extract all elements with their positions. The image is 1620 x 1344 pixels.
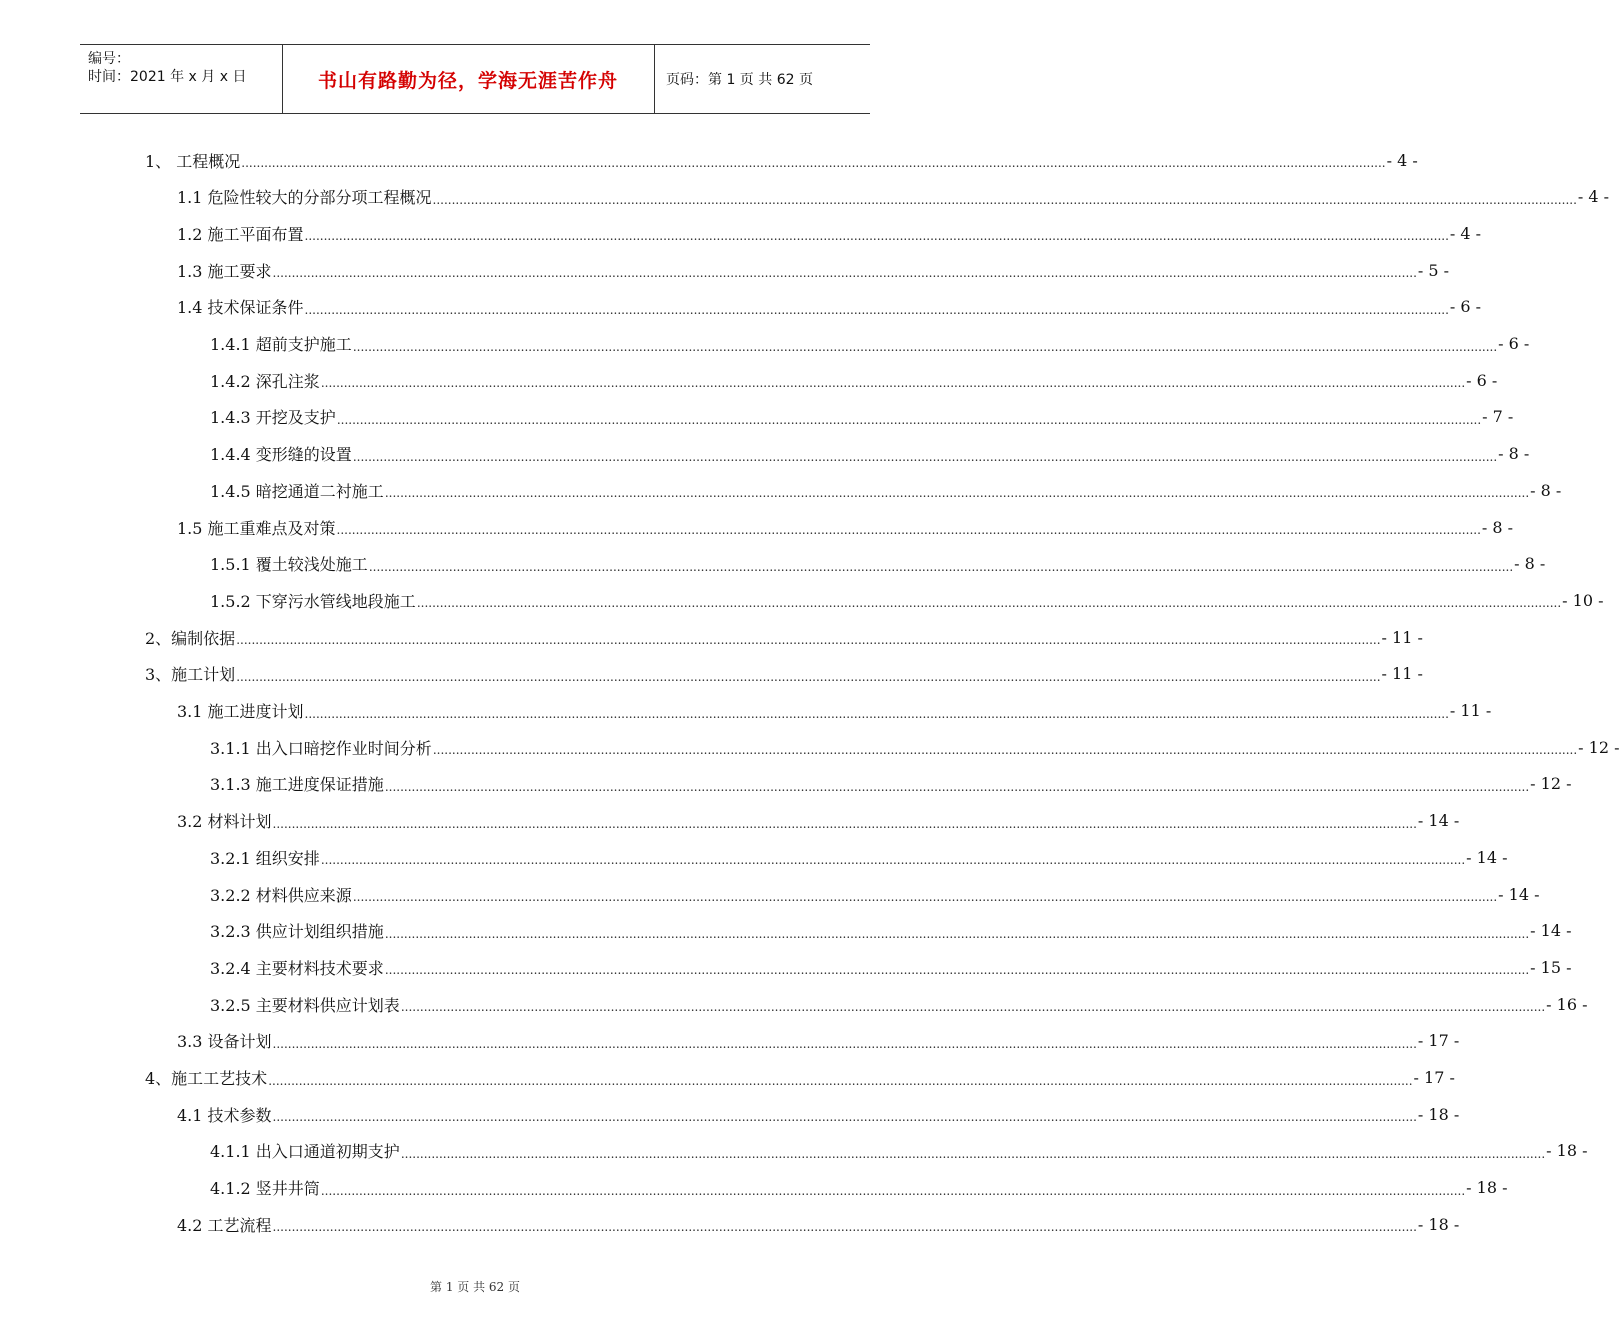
toc-entry[interactable] <box>210 1136 1588 1166</box>
toc-entry[interactable] <box>177 182 1610 212</box>
toc-leader-dots: ............................................................................................................................................................................................................................................................................................................ <box>236 669 1381 684</box>
toc-entry-page: - 18 - <box>1466 1178 1508 1198</box>
toc-entry[interactable] <box>210 879 1540 909</box>
toc-entry-page: - 8 - <box>1498 444 1530 464</box>
toc-entry-page: - 11 - <box>1381 664 1423 684</box>
toc-entry-page: - 18 - <box>1417 1104 1460 1124</box>
toc-entry-title: 3、施工计划 <box>145 665 236 685</box>
toc-entry[interactable] <box>177 1026 1460 1056</box>
toc-entry[interactable] <box>210 989 1588 1019</box>
toc-leader-dots: ............................................................................................................................................................................................................................................................................................................ <box>268 1073 1413 1088</box>
toc-leader-dots: ............................................................................................................................................................................................................................................................................................................ <box>272 1220 1417 1235</box>
toc-leader-dots: ............................................................................................................................................................................................................................................................................................................ <box>400 1146 1546 1161</box>
toc-entry-title: 4.2 工艺流程 <box>177 1215 272 1235</box>
toc-leader-dots: ............................................................................................................................................................................................................................................................................................................ <box>320 1183 1466 1198</box>
toc-entry[interactable] <box>210 585 1604 615</box>
toc-entry[interactable] <box>177 512 1514 542</box>
toc-entry-page: - 14 - <box>1466 847 1508 867</box>
toc-entry[interactable] <box>177 1209 1460 1239</box>
toc-entry[interactable] <box>145 145 1418 175</box>
toc-entry-page: - 14 - <box>1498 884 1540 904</box>
toc-entry[interactable] <box>177 696 1492 726</box>
toc-entry[interactable] <box>145 659 1423 689</box>
toc-entry-page: - 6 - <box>1466 370 1498 390</box>
toc-entry[interactable] <box>210 1173 1508 1203</box>
toc-leader-dots: ............................................................................................................................................................................................................................................................................................................ <box>272 266 1417 281</box>
toc-entry[interactable] <box>210 916 1572 946</box>
toc-entry-title: 1.5.1 覆土较浅处施工 <box>210 555 368 575</box>
time-label: 时间：2021 年 x 月 x 日 <box>88 69 247 85</box>
toc-entry-page: - 15 - <box>1530 957 1572 977</box>
header-motto: 书山有路勤为径，学海无涯苦作舟 <box>317 69 618 92</box>
toc-entry-page: - 11 - <box>1449 701 1492 720</box>
toc-entry-page: - 5 - <box>1417 260 1450 280</box>
toc-entry-title: 1.5.2 下穿污水管线地段施工 <box>210 591 416 611</box>
toc-entry-title: 1.4.3 开挖及支护 <box>210 408 336 428</box>
toc-entry[interactable] <box>177 255 1450 285</box>
toc-entry[interactable] <box>210 842 1508 872</box>
toc-leader-dots: ............................................................................................................................................................................................................................................................................................................ <box>320 376 1466 391</box>
toc-entry[interactable] <box>145 622 1423 652</box>
toc-entry-page: - 4 - <box>1577 187 1610 207</box>
toc-entry[interactable] <box>210 475 1562 505</box>
toc-entry[interactable] <box>210 402 1514 432</box>
toc-leader-dots: ............................................................................................................................................................................................................................................................................................................ <box>352 449 1498 464</box>
toc-entry-title: 3.2.3 供应计划组织措施 <box>210 922 384 942</box>
toc-entry-page: - 17 - <box>1417 1031 1460 1051</box>
toc-entry-title: 1.2 施工平面布置 <box>177 224 304 244</box>
toc-leader-dots: ............................................................................................................................................................................................................................................................................................................ <box>272 1110 1417 1125</box>
toc-entry-title: 2、编制依据 <box>145 628 236 648</box>
toc-entry-page: - 4 - <box>1386 150 1418 170</box>
toc-entry-title: 1.4.1 超前支护施工 <box>210 335 352 354</box>
toc-entry-title: 1.4 技术保证条件 <box>177 298 304 318</box>
toc-entry[interactable] <box>210 769 1572 799</box>
toc-entry-title: 3.1 施工进度计划 <box>177 702 304 721</box>
toc-entry-title: 1.5 施工重难点及对策 <box>177 518 336 538</box>
header-meta <box>88 50 246 86</box>
toc-entry[interactable] <box>177 806 1460 836</box>
toc-entry[interactable] <box>177 218 1482 248</box>
page-header <box>80 44 870 114</box>
serial-label: 编号： <box>88 51 130 67</box>
toc-leader-dots: ............................................................................................................................................................................................................................................................................................................ <box>400 1000 1546 1015</box>
toc-entry[interactable] <box>177 1099 1460 1129</box>
toc-entry-page: - 10 - <box>1562 590 1604 610</box>
toc-entry-title: 1.4.5 暗挖通道二衬施工 <box>210 481 384 501</box>
toc-leader-dots: ............................................................................................................................................................................................................................................................................................................ <box>352 890 1498 904</box>
toc-leader-dots: ............................................................................................................................................................................................................................................................................................................ <box>304 229 1449 244</box>
toc-entry[interactable] <box>210 549 1546 579</box>
toc-leader-dots: ............................................................................................................................................................................................................................................................................................................ <box>384 486 1530 501</box>
toc-entry-title: 4.1.2 竖井井筒 <box>210 1179 320 1199</box>
toc-entry-page: - 6 - <box>1498 334 1530 353</box>
toc-entry-title: 4.1 技术参数 <box>177 1105 272 1125</box>
toc-entry-page: - 7 - <box>1482 407 1514 427</box>
toc-entry-page: - 14 - <box>1417 811 1460 831</box>
toc-entry-title: 3.2.2 材料供应来源 <box>210 885 352 905</box>
toc-leader-dots: ............................................................................................................................................................................................................................................................................................................ <box>384 926 1530 941</box>
toc-entry-page: - 16 - <box>1546 994 1588 1014</box>
toc-entry-title: 3.2.4 主要材料技术要求 <box>210 958 384 978</box>
toc-leader-dots: ............................................................................................................................................................................................................................................................................................................ <box>241 156 1386 170</box>
toc-entry-page: - 14 - <box>1530 921 1572 941</box>
toc-leader-dots: ............................................................................................................................................................................................................................................................................................................ <box>336 523 1481 537</box>
header-divider-right <box>654 44 655 114</box>
header-page-info: 页码：第 1 页 共 62 页 <box>666 72 813 88</box>
toc-leader-dots: ............................................................................................................................................................................................................................................................................................................ <box>304 302 1449 317</box>
toc-entry-page: - 6 - <box>1449 297 1482 317</box>
toc-entry-page: - 12 - <box>1578 737 1620 757</box>
toc-entry-page: - 11 - <box>1381 627 1423 647</box>
toc-entry-title: 4.1.1 出入口通道初期支护 <box>210 1142 400 1162</box>
toc-entry[interactable] <box>210 732 1620 762</box>
toc-entry-title: 3.1.3 施工进度保证措施 <box>210 775 384 795</box>
toc-entry-title: 1、 工程概况 <box>145 151 241 171</box>
toc-leader-dots: ............................................................................................................................................................................................................................................................................................................ <box>320 853 1466 868</box>
toc-entry-page: - 8 - <box>1514 554 1546 574</box>
toc-entry-page: - 17 - <box>1413 1068 1455 1087</box>
toc-leader-dots: ............................................................................................................................................................................................................................................................................................................ <box>236 633 1381 648</box>
toc-entry-page: - 4 - <box>1449 223 1482 243</box>
toc-entry-page: - 18 - <box>1546 1141 1588 1161</box>
toc-entry-title: 3.1.1 出入口暗挖作业时间分析 <box>210 738 432 758</box>
toc-leader-dots: ............................................................................................................................................................................................................................................................................................................ <box>272 816 1417 831</box>
toc-leader-dots: ............................................................................................................................................................................................................................................................................................................ <box>384 779 1530 794</box>
toc-leader-dots: ............................................................................................................................................................................................................................................................................................................ <box>304 706 1449 721</box>
toc-entry-page: - 8 - <box>1530 480 1562 500</box>
toc-entry[interactable] <box>210 329 1530 359</box>
toc-entry-page: - 18 - <box>1417 1214 1460 1234</box>
toc-entry-title: 4、施工工艺技术 <box>145 1069 268 1088</box>
toc-entry[interactable] <box>210 365 1498 395</box>
toc-leader-dots: ............................................................................................................................................................................................................................................................................................................ <box>416 596 1562 611</box>
toc-leader-dots: ............................................................................................................................................................................................................................................................................................................ <box>336 412 1482 427</box>
page-footer: 第 1 页 共 62 页 <box>430 1280 520 1294</box>
toc-entry-page: - 8 - <box>1481 517 1514 537</box>
toc-leader-dots: ............................................................................................................................................................................................................................................................................................................ <box>368 559 1514 574</box>
toc-entry-title: 3.2.1 组织安排 <box>210 848 320 868</box>
toc-entry[interactable] <box>177 292 1482 322</box>
toc-entry-title: 3.2.5 主要材料供应计划表 <box>210 995 400 1015</box>
toc-leader-dots: ............................................................................................................................................................................................................................................................................................................ <box>432 743 1578 758</box>
toc-leader-dots: ............................................................................................................................................................................................................................................................................................................ <box>352 339 1498 354</box>
toc-leader-dots: ............................................................................................................................................................................................................................................................................................................ <box>432 192 1577 207</box>
toc-entry-title: 1.4.2 深孔注浆 <box>210 371 320 391</box>
toc-entry[interactable] <box>210 952 1572 982</box>
toc-leader-dots: ............................................................................................................................................................................................................................................................................................................ <box>272 1036 1417 1051</box>
toc-entry-title: 3.3 设备计划 <box>177 1032 272 1052</box>
toc-entry[interactable] <box>210 439 1530 469</box>
toc-entry-title: 1.3 施工要求 <box>177 261 272 281</box>
toc-entry[interactable] <box>145 1063 1455 1093</box>
toc-leader-dots: ............................................................................................................................................................................................................................................................................................................ <box>384 963 1530 978</box>
toc-entry-page: - 12 - <box>1530 774 1572 794</box>
toc-entry-title: 3.2 材料计划 <box>177 812 272 832</box>
toc-entry-title: 1.1 危险性较大的分部分项工程概况 <box>177 188 432 208</box>
toc-entry-title: 1.4.4 变形缝的设置 <box>210 445 352 465</box>
